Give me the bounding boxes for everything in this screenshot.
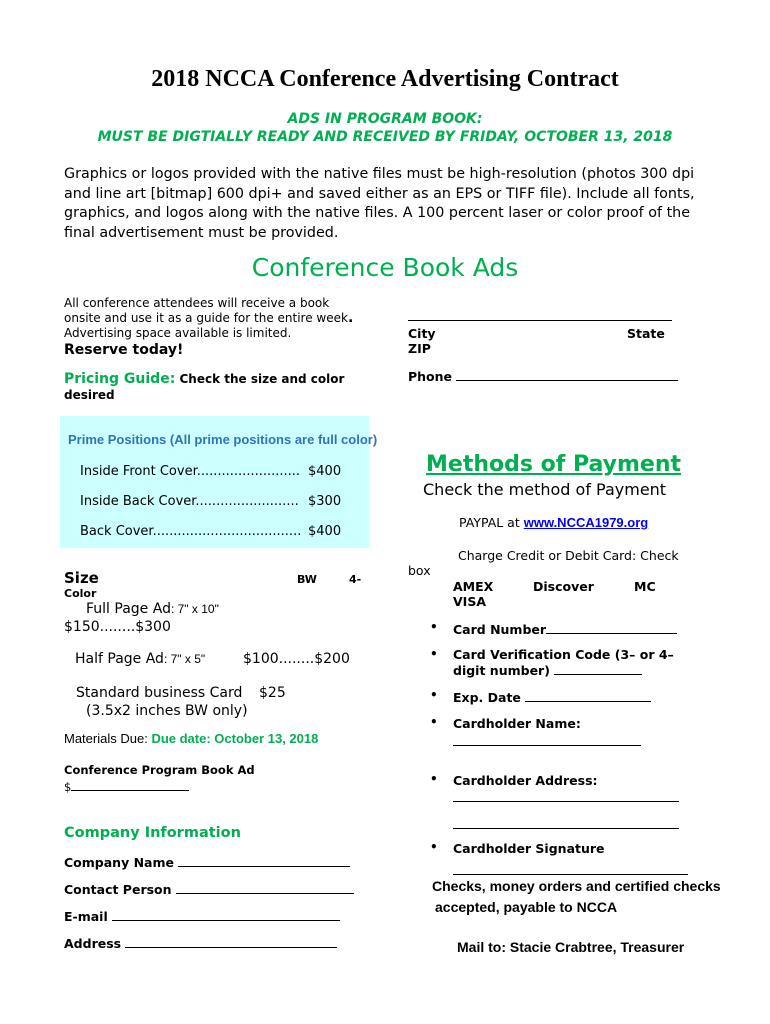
city-label: City	[408, 326, 436, 341]
state-label: State	[627, 326, 665, 341]
full-page-price: $150........$300	[64, 619, 171, 635]
checks-payable: accepted, payable to NCCA	[435, 899, 618, 915]
size-label: Size	[64, 569, 99, 587]
book-intro: All conference attendees will receive a book onsite and use it as a guide for the entire week. Advertising space available is limited.	[64, 296, 354, 340]
prime-positions-title: Prime Positions (All prime positions are full color)	[68, 432, 378, 447]
exp-date-field[interactable]: Exp. Date	[453, 689, 651, 705]
cardholder-address-field-2[interactable]	[453, 816, 679, 829]
reserve-text: Reserve today!	[64, 342, 184, 358]
cardholder-address-label: Cardholder Address:	[453, 773, 598, 788]
card-number-field[interactable]: Card Number	[453, 621, 677, 637]
zip-label: ZIP	[408, 341, 431, 356]
business-card-price: $25	[259, 685, 286, 701]
subtitle-ads: ADS IN PROGRAM BOOK:	[287, 111, 483, 127]
program-ad-label: Conference Program Book Ad	[64, 763, 255, 777]
discover-option[interactable]: Discover	[533, 579, 594, 594]
color-label: 4-	[349, 573, 362, 586]
company-name-field[interactable]: Company Name	[64, 854, 350, 870]
full-page-ad: Full Page Ad: 7" x 10"	[86, 601, 219, 617]
mail-to: Mail to: Stacie Crabtree, Treasurer	[457, 939, 685, 955]
cardholder-name-field[interactable]	[453, 733, 641, 746]
charge-card-box-word: box	[408, 563, 431, 578]
business-card-note: (3.5x2 inches BW only)	[86, 703, 248, 719]
pricing-guide: Pricing Guide: Check the size and color desired	[64, 371, 345, 402]
paypal-link[interactable]: www.NCCA1979.org	[523, 515, 649, 530]
methods-subheading: Check the method of Payment	[423, 480, 667, 499]
checks-note: Checks, money orders and certified checks	[432, 878, 721, 894]
address-line-field[interactable]	[408, 310, 672, 321]
address-field[interactable]: Address	[64, 935, 337, 951]
bullet-icon: •	[430, 840, 438, 854]
visa-option[interactable]: VISA	[453, 594, 487, 609]
cardholder-signature-field[interactable]	[453, 862, 688, 875]
half-page-ad: Half Page Ad: 7" x 5"	[75, 651, 206, 667]
bullet-icon: •	[430, 647, 438, 661]
bullet-icon: •	[430, 772, 438, 786]
intro-paragraph: Graphics or logos provided with the native files must be high-resolution (photos 300 dpi and line art [bitmap] 600 dpi+ and saved either as an EPS or TIFF file). Include all fonts, graphics, and logos along with the native files. A 100 percent laser or color proof of the final advertisement must be provided.	[64, 166, 695, 241]
cvc-field[interactable]: Card Verification Code (3– or 4– digit number)	[453, 647, 674, 678]
bw-label: BW	[297, 573, 317, 586]
materials-due: Materials Due: Due date: October 13, 2018	[64, 731, 319, 746]
subtitle-deadline: MUST BE DIGTIALLY READY AND RECEIVED BY FRIDAY, OCTOBER 13, 2018	[97, 129, 673, 145]
company-info-heading: Company Information	[64, 825, 241, 841]
phone-field[interactable]: Phone	[408, 368, 678, 384]
bullet-icon: •	[430, 715, 438, 729]
prime-inside-front: Inside Front Cover......................... $400	[80, 464, 342, 479]
paypal-option: PAYPAL at www.NCCA1979.org	[459, 515, 649, 530]
methods-of-payment-heading: Methods of Payment	[426, 452, 682, 477]
cardholder-address-field-1[interactable]	[453, 789, 679, 802]
prime-back-cover: Back Cover.................................... $400	[80, 524, 342, 539]
bullet-icon: •	[430, 688, 438, 702]
bullet-icon: •	[430, 620, 438, 634]
color-label-wrap: Color	[64, 587, 97, 600]
amex-option[interactable]: AMEX	[453, 579, 494, 594]
mc-option[interactable]: MC	[634, 579, 656, 594]
business-card-ad: Standard business Card	[76, 685, 243, 701]
prime-inside-back: Inside Back Cover......................... $300	[80, 494, 342, 509]
cardholder-name-label: Cardholder Name:	[453, 716, 581, 731]
contact-person-field[interactable]: Contact Person	[64, 881, 354, 897]
email-field[interactable]: E-mail	[64, 908, 340, 924]
half-page-price: $100........$200	[243, 651, 350, 667]
charge-card-option: Charge Credit or Debit Card: Check	[458, 548, 679, 563]
section-title: Conference Book Ads	[251, 253, 519, 282]
program-ad-amount[interactable]: $	[64, 779, 189, 794]
page-title: 2018 NCCA Conference Advertising Contract	[151, 66, 619, 92]
cardholder-signature-label: Cardholder Signature	[453, 841, 605, 856]
